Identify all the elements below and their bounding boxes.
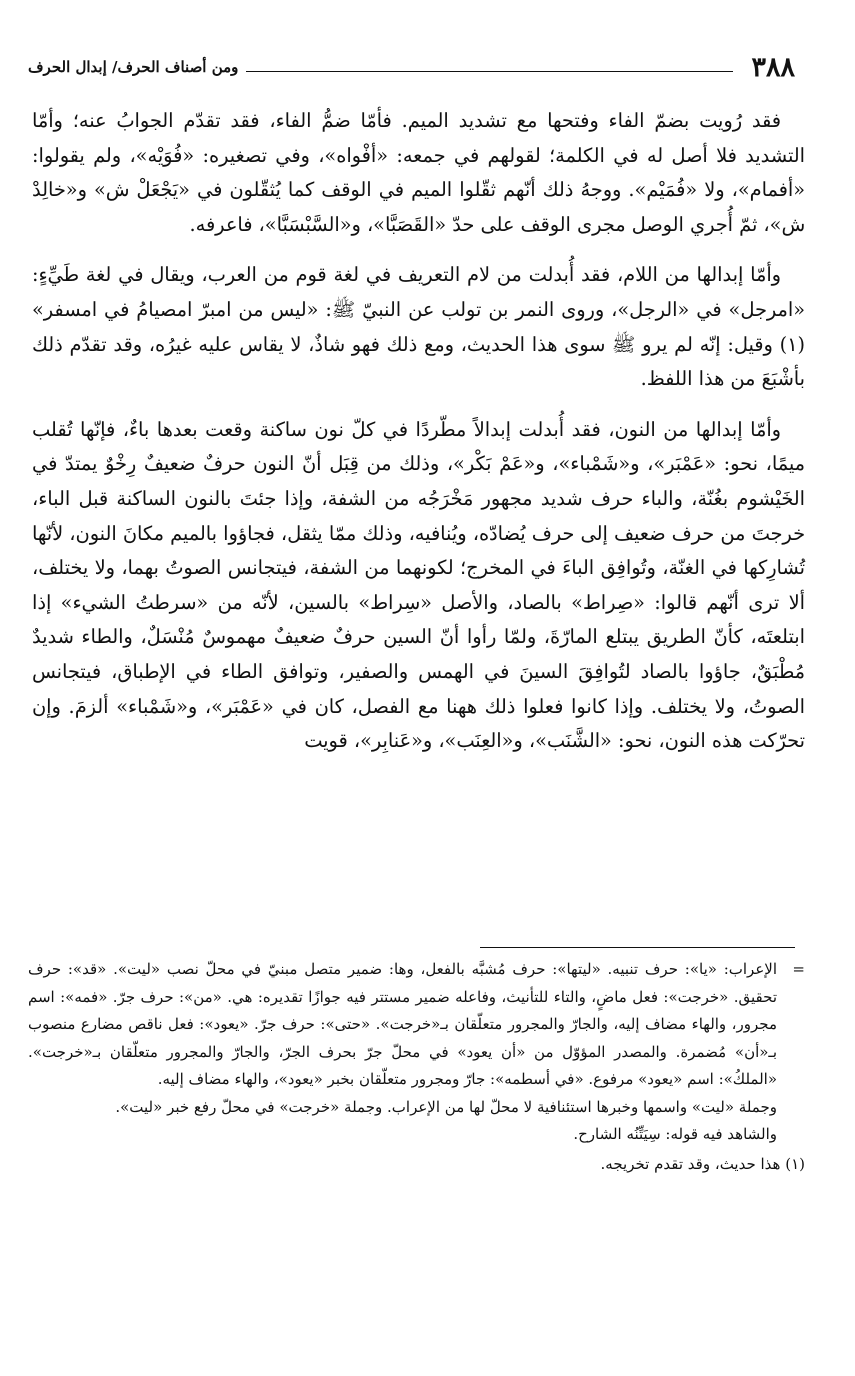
page-number: ٣٨٨ [751, 51, 795, 83]
paragraph: وأمّا إبدالها من النون، فقد أُبدلت إبدالاً مطّردًا في كلّ نون ساكنة وقعت بعدها باءٌ، فإنّها تُقلب ميمًا، نحو: «عَمْبَر»، و«شَمْباء»، و«عَمْ بَكْر»، وذلك من قِبَل أنّ النون حرفٌ ضعيفٌ رِخْوٌ يمتدّ في الخَيْشوم بغُنّة، والباء حرف شديد مجهور مَخْرَجُه من الشفة، وإذا جئتَ بالنون الساكنة قبل الباء، خرجتَ من حرف ضعيف إلى حرف يُضادّه، ويُنافيه، وذلك ممّا يثقل، فجاؤوا بالميم مكانَ النون، لأنّها تُشارِكها في الغنّة، وتُوافِق الباءَ في المخرج؛ لكونهما من الشفة، فيتجانس الصوتُ بهما، ولا يختلف، ألا ترى أنّهم قالوا: «صِراط» بالصاد، والأصل «سِراط» بالسين، لأنّه من «سرطتُ الشيء» إذا ابتلعتَه، كأنّ الطريق يبتلع المارّةَ، ولمّا رأوا أنّ السين حرفٌ ضعيفٌ مهموسٌ مُنْسَلٌ، والطاء شديدٌ مُطْبَقٌ، جاؤوا بالصاد لتُوافِقَ السينَ في الهمس والصفير، وتوافق الطاء في الإطباق، فيتجانس الصوتُ، ولا يختلف. وإذا كانوا فعلوا ذلك ههنا مع الفصل، كان في «عَمْبَر»، و«شَمْباء» ألزمَ. وإن تحرّكت هذه النون، نحو: «الشَّنَب»، و«العِنَب»، و«عَنابِر»، قويت [32, 417, 805, 753]
main-text [32, 104, 805, 775]
footnote-1: (١) هذا حديث، وقد تقدم تخريجه. [600, 1154, 805, 1173]
irab-paragraph: وجملة «ليت» واسمها وخبرها استئنافية لا محلّ لها من الإعراب. وجملة «خرجت» في محلّ رفع خبر «ليت». [115, 1097, 777, 1116]
irab-paragraph: الإعراب: «يا»: حرف تنبيه. «ليتها»: حرف مُشبَّه بالفعل، وها: ضمير متصل مبنيّ في محلّ نصب «ليت». «قد»: حرف تحقيق. «خرجت»: فعل ماضٍ، والتاء للتأنيث، وفاعله ضمير مستتر فيه جوازًا تقديره: هي. «من»: حرف جرّ. «فمه»: اسم مجرور، والهاء مضاف إليه، والجارّ والمجرور متعلّقان بـ«خرجت». «حتى»: حرف جرّ. «يعود»: فعل ناقص مضارع منصوب بـ«أن» مُضمرة. والمصدر المؤوّل من «أن يعود» في محلّ جرّ بحرف الجرّ، والجارّ والمجرور متعلّقان بـ«خرجت». «الملكُ»: اسم «يعود» مرفوع. «في أسطمه»: جارّ ومجرور متعلّقان بخبر «يعود»، والهاء مضاف إليه. [28, 960, 777, 1088]
irab-footnote [28, 956, 805, 1121]
witness-line: والشاهد فيه قوله: سِيَتِّنُه الشارح. [573, 1125, 777, 1143]
page-header [28, 50, 795, 84]
paragraph: وأمّا إبدالها من اللام، فقد أُبدلت من لام التعريف في لغة قوم من العرب، ويقال في لغة طَيِّءٍ: «امرجل» في «الرجل»، وروى النمر بن تولب عن النبيّ ﷺ: «ليس من امبرّ امصيامُ في امسفر» (١) وقيل: إنّه لم يرو ﷺ سوى هذا الحديث، ومع ذلك فهو شاذٌ، لا يقاس عليه غيرُه، وقد تقدّم ذلك بأشْبَعَ من هذا اللفظ. [32, 263, 805, 391]
header-rule [246, 71, 733, 72]
continuation-marker: = [792, 960, 805, 978]
running-title: ومن أصناف الحرف/ إبدال الحرف [28, 58, 239, 76]
footnote-separator [480, 947, 795, 948]
paragraph: فقد رُويت بضمّ الفاء وفتحها مع تشديد الميم. فأمّا ضمُّ الفاء، فقد تقدّم الجوابُ عنه؛ وأمّا التشديد فلا أصل له في الكلمة؛ لقولهم في جمعه: «أفْواه»، وفي تصغيره: «فُوَيْه»، ولم يقولوا: «أفمام»، ولا «فُمَيْم». ووجهُ ذلك أنّهم ثقّلوا الميم في الوقف كما يُثقّلون في «يَجْعَلْ ش» و«خالِدْ ش»، ثمّ أُجري الوصل مجرى الوقف على حدّ «القَصَبَّا»، و«السَّبْسَبَّا»، فاعرفه. [32, 109, 805, 236]
footnotes [28, 956, 805, 1178]
